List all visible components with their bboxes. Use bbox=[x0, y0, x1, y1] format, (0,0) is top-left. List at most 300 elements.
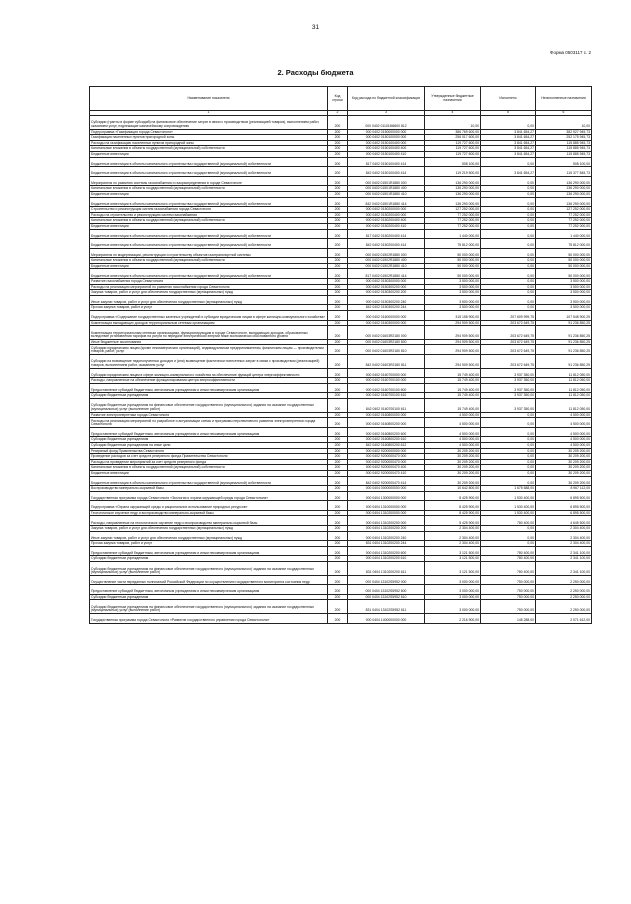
row-rest: 50 000 000,00 bbox=[536, 248, 592, 258]
row-plan: 30 209 200,00 bbox=[425, 470, 481, 476]
row-plan: 136 290 000,00 bbox=[425, 186, 481, 192]
row-kbk: 000 0402 01501R1880 400 bbox=[348, 186, 425, 192]
row-kbk: 000 0404 13102S5952 000 bbox=[348, 575, 425, 585]
table-header-row bbox=[90, 87, 592, 111]
table-row bbox=[90, 614, 592, 624]
row-code: 200 bbox=[328, 546, 348, 556]
row-name: Субсидии юридическим лицам (кроме некоммерческих организаций), индивидуальным предпринимателям, физическим лицам — производителям товаров, работ, услуг bbox=[90, 345, 328, 355]
row-name: Бюджетные инвестиции в объекты капитального строительства государственной (муниципальной) собственности bbox=[90, 167, 328, 177]
row-plan: 50 000 000,00 bbox=[425, 263, 481, 269]
table-row bbox=[90, 157, 592, 167]
row-done: 3 841 654,27 bbox=[481, 146, 536, 152]
row-kbk: 000 0402 9200000470 000 bbox=[348, 459, 425, 465]
row-done: 203 672 649,75 bbox=[481, 320, 536, 326]
row-code: 200 bbox=[328, 229, 348, 239]
row-rest: 508 100,00 bbox=[536, 157, 592, 167]
row-done: 0,00 bbox=[481, 263, 536, 269]
row-plan: 30 209 200,00 bbox=[425, 476, 481, 486]
row-name: Подпрограмма «Газификация города Севастополя» bbox=[90, 129, 328, 135]
row-code: 200 bbox=[328, 146, 348, 152]
row-plan: 294 909 500,00 bbox=[425, 326, 481, 340]
row-plan: 30 209 200,00 bbox=[425, 465, 481, 471]
row-code: 200 bbox=[328, 398, 348, 412]
row-code: 200 bbox=[328, 345, 348, 355]
row-code: 200 bbox=[328, 562, 348, 576]
row-name: Бюджетные инвестиции bbox=[90, 263, 328, 269]
row-code: 200 bbox=[328, 248, 348, 258]
table-row bbox=[90, 501, 592, 511]
row-name: Субсидии (гранты в форме субсидий) на финансовое обеспечение затрат в связи с производством (реализацией товаров), выполнением работ, оказанием услуг, подлежащие казначейскому сопровождению bbox=[90, 116, 328, 130]
row-rest: 4 500 000,00 bbox=[536, 418, 592, 428]
row-done: 780 400,00 bbox=[481, 516, 536, 526]
row-kbk: 842 0402 01501R1880 414 bbox=[348, 197, 425, 207]
table-row bbox=[90, 600, 592, 614]
row-code: 200 bbox=[328, 207, 348, 213]
row-plan: 2 304 400,00 bbox=[425, 541, 481, 547]
row-rest: 4 645 500,00 bbox=[536, 516, 592, 526]
row-plan: 77 252 000,00 bbox=[425, 218, 481, 224]
row-kbk: 842 0402 0150100400 414 bbox=[348, 167, 425, 177]
row-done: 0,00 bbox=[481, 305, 536, 311]
row-done: 0,00 bbox=[481, 279, 536, 285]
row-plan: 3 000 000,00 bbox=[425, 575, 481, 585]
row-code: 200 bbox=[328, 437, 348, 443]
row-done: 0,00 bbox=[481, 212, 536, 218]
row-plan: 50 000 000,00 bbox=[425, 248, 481, 258]
row-name: Субсидии бюджетным учреждениям на финансовое обеспечение государственного (муниципального) задания на оказание государственных (муниципальных) услуг (выполнение работ) bbox=[90, 398, 328, 412]
row-code: 200 bbox=[328, 575, 348, 585]
row-kbk: 000 0402 0160800200 610 bbox=[348, 437, 425, 443]
row-rest: 3 500 000,00 bbox=[536, 305, 592, 311]
row-code: 200 bbox=[328, 470, 348, 476]
table-row bbox=[90, 239, 592, 249]
row-done: 3 937 350,00 bbox=[481, 383, 536, 393]
header-kbk: Код расхода по бюджетной классификации bbox=[348, 87, 425, 111]
row-done: 0,00 bbox=[481, 459, 536, 465]
row-done: 0,00 bbox=[481, 442, 536, 448]
row-rest: 4 500 000,00 bbox=[536, 442, 592, 448]
row-done: 3 937 350,00 bbox=[481, 368, 536, 378]
row-done: 0,00 bbox=[481, 470, 536, 476]
page-number: 31 bbox=[311, 24, 320, 31]
row-name: Бюджетные инвестиции в объекты капитального строительства государственной (муниципальной) собственности bbox=[90, 157, 328, 167]
row-rest: 127 252 000,00 bbox=[536, 207, 592, 213]
row-code: 200 bbox=[328, 465, 348, 471]
row-plan: 3 500 000,00 bbox=[425, 295, 481, 305]
row-plan: 119 727 600,00 bbox=[425, 146, 481, 152]
table-row bbox=[90, 311, 592, 321]
row-rest: 115 377 845,73 bbox=[536, 167, 592, 177]
row-done: 1 675 688,00 bbox=[481, 486, 536, 492]
row-done: 0,00 bbox=[481, 269, 536, 279]
row-done: 0,00 bbox=[481, 207, 536, 213]
row-name: Воспроизводство минерально-сырьевой базы bbox=[90, 486, 328, 492]
row-rest: 30 209 200,00 bbox=[536, 476, 592, 486]
row-rest: 2 304 400,00 bbox=[536, 531, 592, 541]
row-kbk: 000 0402 0150000000 000 bbox=[348, 129, 425, 135]
row-name: Геологическое изучение недр и воспроизводство минерально-сырьевой базы bbox=[90, 510, 328, 516]
row-rest: 91 236 850,25 bbox=[536, 355, 592, 369]
row-kbk: 000 0402 0150100400 000 bbox=[348, 140, 425, 146]
row-code: 200 bbox=[328, 585, 348, 595]
row-rest: 2 341 100,00 bbox=[536, 546, 592, 556]
table-row bbox=[90, 562, 592, 576]
row-code: 200 bbox=[328, 531, 348, 541]
row-name: Капитальные вложения в объекты государственной (муниципальной) собственности bbox=[90, 186, 328, 192]
row-kbk: 000 0402 01603R2180 810 bbox=[348, 345, 425, 355]
row-plan: 136 290 000,00 bbox=[425, 197, 481, 207]
row-name: Субсидии бюджетным учреждениям bbox=[90, 594, 328, 600]
row-kbk: 000 0402 0160800000 000 bbox=[348, 412, 425, 418]
row-done: 1 530 400,00 bbox=[481, 491, 536, 501]
row-code: 200 bbox=[328, 501, 348, 511]
row-rest: 2 341 100,00 bbox=[536, 556, 592, 562]
row-done: 0,00 bbox=[481, 295, 536, 305]
row-name: Иные закупки товаров, работ и услуг для обеспечения государственных (муниципальных) нужд bbox=[90, 531, 328, 541]
row-plan: 136 290 000,00 bbox=[425, 176, 481, 186]
row-rest: 2 250 000,00 bbox=[536, 585, 592, 595]
row-name: Государственная программа города Севастополя «Экология и охрана окружающей среды города Севастополя» bbox=[90, 491, 328, 501]
table-row bbox=[90, 383, 592, 393]
row-code: 200 bbox=[328, 116, 348, 130]
expenses-table bbox=[89, 86, 592, 624]
header-rest: Неисполненные назначения bbox=[536, 87, 592, 111]
header-name: Наименование показателя bbox=[90, 87, 328, 111]
row-plan: 294 909 500,00 bbox=[425, 355, 481, 369]
row-rest: 30 209 200,00 bbox=[536, 465, 592, 471]
row-code: 200 bbox=[328, 129, 348, 135]
row-code: 200 bbox=[328, 491, 348, 501]
row-done: 203 672 649,75 bbox=[481, 326, 536, 340]
row-rest: 2 071 612,00 bbox=[536, 614, 592, 624]
row-name: Компенсация выпадающих доходов территориальным сетевым организациям bbox=[90, 320, 328, 326]
row-done: 207 609 999,75 bbox=[481, 311, 536, 321]
row-kbk: 000 0402 9200000470 400 bbox=[348, 465, 425, 471]
row-code: 200 bbox=[328, 418, 348, 428]
row-done: 0,00 bbox=[481, 229, 536, 239]
row-done: 750 000,00 bbox=[481, 600, 536, 614]
row-plan: 256 017 600,00 bbox=[425, 135, 481, 141]
row-code: 200 bbox=[328, 459, 348, 465]
row-done: 1 530 400,00 bbox=[481, 501, 536, 511]
row-code: 200 bbox=[328, 378, 348, 384]
row-name: Проведение расходов за счет средств резервного фонда Правительства Севастополя bbox=[90, 454, 328, 460]
row-done: 0,00 bbox=[481, 157, 536, 167]
table-row bbox=[90, 546, 592, 556]
row-name: Мероприятия по модернизации, реконструкции и строительству объектов газотранспортной системы bbox=[90, 248, 328, 258]
row-kbk: 842 0402 0150200400 414 bbox=[348, 239, 425, 249]
row-rest: 30 209 200,00 bbox=[536, 470, 592, 476]
row-code: 200 bbox=[328, 284, 348, 290]
row-rest: 10,00 bbox=[536, 116, 592, 130]
row-plan: 4 500 000,00 bbox=[425, 427, 481, 437]
column-number: 2 bbox=[328, 111, 348, 116]
row-code: 200 bbox=[328, 295, 348, 305]
row-name: Прочая закупка товаров, работ и услуг bbox=[90, 305, 328, 311]
row-done: 3 841 654,27 bbox=[481, 129, 536, 135]
row-code: 200 bbox=[328, 186, 348, 192]
row-rest: 11 812 050,00 bbox=[536, 378, 592, 384]
row-kbk: 000 0402 0150200400 000 bbox=[348, 212, 425, 218]
row-plan: 4 500 000,00 bbox=[425, 412, 481, 418]
row-kbk: 817 0402 01502R1880 414 bbox=[348, 269, 425, 279]
row-code: 200 bbox=[328, 218, 348, 224]
row-plan: 2 304 400,00 bbox=[425, 531, 481, 541]
row-kbk: 842 0402 0160800200 612 bbox=[348, 442, 425, 448]
table-row bbox=[90, 269, 592, 279]
row-kbk: 000 0404 13102S5952 610 bbox=[348, 594, 425, 600]
row-kbk: 831 0404 13102S5952 611 bbox=[348, 600, 425, 614]
row-code: 200 bbox=[328, 510, 348, 516]
row-plan: 2 304 400,00 bbox=[425, 526, 481, 532]
row-kbk: 000 0404 1400000000 000 bbox=[348, 614, 425, 624]
row-rest: 3 500 000,00 bbox=[536, 284, 592, 290]
row-plan: 3 500 000,00 bbox=[425, 284, 481, 290]
row-name: Предоставление субсидий бюджетным, автономным учреждениям и иным некоммерческим организациям bbox=[90, 427, 328, 437]
row-rest: 91 236 850,25 bbox=[536, 345, 592, 355]
column-number: 3 bbox=[348, 111, 425, 116]
row-plan: 3 000 000,00 bbox=[425, 594, 481, 600]
table-row bbox=[90, 116, 592, 130]
row-name: Иные закупки товаров, работ и услуг для обеспечения государственных (муниципальных) нужд bbox=[90, 295, 328, 305]
table-row bbox=[90, 585, 592, 595]
row-code: 200 bbox=[328, 355, 348, 369]
row-done: 0,00 bbox=[481, 258, 536, 264]
row-rest: 2 304 400,00 bbox=[536, 541, 592, 547]
row-kbk: 842 0402 0160700100 611 bbox=[348, 398, 425, 412]
row-code: 200 bbox=[328, 197, 348, 207]
row-rest: 4 500 000,00 bbox=[536, 412, 592, 418]
row-done: 3 937 350,00 bbox=[481, 398, 536, 412]
row-kbk: 831 0404 1310200200 611 bbox=[348, 562, 425, 576]
table-row bbox=[90, 531, 592, 541]
row-code: 200 bbox=[328, 212, 348, 218]
column-number: 1 bbox=[90, 111, 328, 116]
row-name: Субсидии юридическим лицам в сфере жилищно-коммунального хозяйства на обеспечение функций центра энергоэффективности bbox=[90, 368, 328, 378]
row-kbk: 000 0402 0160000000 000 bbox=[348, 311, 425, 321]
row-name: Расходы на газификацию населенных пунктов пригородной зоны bbox=[90, 140, 328, 146]
row-kbk: 000 0402 0160700000 000 bbox=[348, 368, 425, 378]
row-name: Закупка товаров, работ и услуг для обеспечения государственных (муниципальных) нужд bbox=[90, 526, 328, 532]
row-rest: 6 895 500,00 bbox=[536, 501, 592, 511]
row-code: 200 bbox=[328, 305, 348, 311]
row-kbk: 000 0402 0160700100 600 bbox=[348, 383, 425, 393]
row-plan: 3 500 000,00 bbox=[425, 279, 481, 285]
row-kbk: 000 0402 01502R1880 400 bbox=[348, 258, 425, 264]
row-code: 200 bbox=[328, 614, 348, 624]
row-rest: 252 175 945,73 bbox=[536, 135, 592, 141]
row-code: 200 bbox=[328, 541, 348, 547]
row-name: Компенсация территориальным сетевым организациям, функционирующим в городе Севастополе, выпадающих доходов, образованных вследствие установления тарифов на услуги по передаче электрической энергии ниже экономически обоснованного уровня bbox=[90, 326, 328, 340]
section-title: 2. Расходы бюджета bbox=[277, 68, 354, 77]
column-number: 6 bbox=[536, 111, 592, 116]
row-kbk: 000 0402 0150300000 000 bbox=[348, 279, 425, 285]
row-code: 200 bbox=[328, 269, 348, 279]
row-done: 0,00 bbox=[481, 191, 536, 197]
row-plan: 119 219 500,00 bbox=[425, 167, 481, 177]
row-name: Бюджетные инвестиции в объекты капитального строительства государственной (муниципальной) собственности bbox=[90, 229, 328, 239]
row-name: Бюджетные инвестиции в объекты капитального строительства государственной (муниципальной) собственности bbox=[90, 197, 328, 207]
row-rest: 75 812 000,00 bbox=[536, 239, 592, 249]
row-kbk: 000 0404 1310200200 000 bbox=[348, 516, 425, 526]
table-row bbox=[90, 575, 592, 585]
row-kbk: 000 0402 0160700100 610 bbox=[348, 393, 425, 399]
row-code: 200 bbox=[328, 368, 348, 378]
row-plan: 294 909 500,00 bbox=[425, 345, 481, 355]
row-code: 200 bbox=[328, 239, 348, 249]
row-name: Субсидии на возмещение недополученных доходов и (или) возмещение фактически понесенных затрат в связи с производством (реализацией) товаров, выполнением работ, оказанием услуг bbox=[90, 355, 328, 369]
row-kbk: 000 0404 0000000000 000 bbox=[348, 486, 425, 492]
row-plan: 10,00 bbox=[425, 116, 481, 130]
row-rest: 382 927 945,73 bbox=[536, 129, 592, 135]
row-done: 750 000,00 bbox=[481, 575, 536, 585]
row-name: Подпрограмма «Содержание государственных казенных учреждений и субсидии юридическим лицам в сфере жилищно-коммунального хозяйства» bbox=[90, 311, 328, 321]
row-code: 200 bbox=[328, 223, 348, 229]
row-code: 200 bbox=[328, 556, 348, 562]
table-row bbox=[90, 197, 592, 207]
row-code: 200 bbox=[328, 320, 348, 326]
row-plan: 136 290 000,00 bbox=[425, 191, 481, 197]
row-rest: 3 500 000,00 bbox=[536, 295, 592, 305]
row-rest: 3 500 000,00 bbox=[536, 279, 592, 285]
row-name: Бюджетные инвестиции bbox=[90, 151, 328, 157]
row-kbk: 000 0402 0150300200 240 bbox=[348, 295, 425, 305]
row-kbk: 000 0404 1300000000 000 bbox=[348, 491, 425, 501]
row-done: 0,00 bbox=[481, 531, 536, 541]
row-done: 0,00 bbox=[481, 418, 536, 428]
row-name: Субсидии бюджетным учреждениям bbox=[90, 437, 328, 443]
row-name: Расходы на строительство и реконструкцию систем газоснабжения bbox=[90, 212, 328, 218]
row-done: 0,00 bbox=[481, 465, 536, 471]
row-kbk: 000 0404 1310200200 610 bbox=[348, 556, 425, 562]
row-rest: 115 885 945,73 bbox=[536, 140, 592, 146]
row-plan: 3 500 000,00 bbox=[425, 290, 481, 296]
table-row bbox=[90, 516, 592, 526]
row-kbk: 000 0404 1310200200 200 bbox=[348, 526, 425, 532]
row-name: Субсидии бюджетным учреждениям на иные цели bbox=[90, 442, 328, 448]
table-row bbox=[90, 368, 592, 378]
row-code: 200 bbox=[328, 427, 348, 437]
row-kbk: 000 0402 01603R2180 000 bbox=[348, 326, 425, 340]
row-done: 0,00 bbox=[481, 448, 536, 454]
row-code: 200 bbox=[328, 191, 348, 197]
row-name: Расходы на проведение мероприятий за счет средств резервного фонда bbox=[90, 459, 328, 465]
row-done: 0,00 bbox=[481, 218, 536, 224]
header-plan: Утвержденные бюджетные назначения bbox=[425, 87, 481, 111]
row-done: 203 672 649,75 bbox=[481, 345, 536, 355]
row-done: 780 400,00 bbox=[481, 556, 536, 562]
row-kbk: 817 0402 0150200400 414 bbox=[348, 229, 425, 239]
row-done: 780 400,00 bbox=[481, 546, 536, 556]
row-name: Капитальные вложения в объекты государственной (муниципальной) собственности bbox=[90, 218, 328, 224]
table-row bbox=[90, 167, 592, 177]
row-kbk: 000 0402 0160700100 000 bbox=[348, 378, 425, 384]
row-done: 3 841 654,27 bbox=[481, 135, 536, 141]
row-code: 200 bbox=[328, 326, 348, 340]
table-row bbox=[90, 176, 592, 186]
row-name: Предоставление субсидий бюджетным, автономным учреждениям и иным некоммерческим организациям bbox=[90, 383, 328, 393]
row-name: Расходы на реализацию мероприятий по развитию газоснабжения города Севастополя bbox=[90, 284, 328, 290]
row-kbk: 817 0402 0150100400 414 bbox=[348, 157, 425, 167]
row-done: 203 672 649,75 bbox=[481, 355, 536, 369]
row-code: 200 bbox=[328, 339, 348, 345]
row-rest: 115 885 945,73 bbox=[536, 146, 592, 152]
row-rest: 50 000 000,00 bbox=[536, 263, 592, 269]
row-name: Развитие электроэнергетики города Севастополя bbox=[90, 412, 328, 418]
row-done: 0,00 bbox=[481, 248, 536, 258]
row-kbk: 000 0402 01603R2180 800 bbox=[348, 339, 425, 345]
row-rest: 2 250 000,00 bbox=[536, 594, 592, 600]
row-done: 0,00 bbox=[481, 454, 536, 460]
row-code: 200 bbox=[328, 263, 348, 269]
row-rest: 11 812 050,00 bbox=[536, 393, 592, 399]
row-kbk: 000 0404 13102S5952 600 bbox=[348, 585, 425, 595]
row-done: 0,00 bbox=[481, 223, 536, 229]
row-plan: 315 158 900,00 bbox=[425, 311, 481, 321]
row-code: 200 bbox=[328, 176, 348, 186]
row-name: Расходы, направленные на обеспечение функционирования центра энергоэффективности bbox=[90, 378, 328, 384]
row-rest: 136 290 000,00 bbox=[536, 176, 592, 186]
row-done: 0,00 bbox=[481, 290, 536, 296]
row-done: 3 841 654,27 bbox=[481, 167, 536, 177]
row-kbk: 000 0402 0150100000 000 bbox=[348, 135, 425, 141]
row-rest: 2 250 000,00 bbox=[536, 575, 592, 585]
row-kbk: 842 0402 01603R2180 811 bbox=[348, 355, 425, 369]
row-done: 0,00 bbox=[481, 239, 536, 249]
row-kbk: 000 0404 1310200200 600 bbox=[348, 546, 425, 556]
row-code: 200 bbox=[328, 311, 348, 321]
row-name: Иные бюджетные ассигнования bbox=[90, 339, 328, 345]
row-rest: 136 290 000,00 bbox=[536, 186, 592, 192]
row-rest: 30 209 200,00 bbox=[536, 454, 592, 460]
row-kbk: 000 0402 0160800200 600 bbox=[348, 427, 425, 437]
row-rest: 3 500 000,00 bbox=[536, 290, 592, 296]
row-plan: 8 425 900,00 bbox=[425, 501, 481, 511]
row-done: 0,00 bbox=[481, 526, 536, 532]
row-done: 0,00 bbox=[481, 476, 536, 486]
row-kbk: 000 0402 01101М6600 812 bbox=[348, 116, 425, 130]
row-rest: 30 209 200,00 bbox=[536, 448, 592, 454]
row-plan: 3 000 000,00 bbox=[425, 600, 481, 614]
row-plan: 1 440 000,00 bbox=[425, 229, 481, 239]
row-name: Субсидии бюджетным учреждениям на финансовое обеспечение государственного (муниципального) задания на оказание государственных (муниципальных) услуг (выполнение работ) bbox=[90, 600, 328, 614]
row-name: Предоставление субсидий бюджетным, автономным учреждениям и иным некоммерческим организациям bbox=[90, 546, 328, 556]
row-plan: 4 500 000,00 bbox=[425, 437, 481, 443]
table-row bbox=[90, 476, 592, 486]
row-name: Мероприятия по развитию системы газоснабжения и газораспределения в городе Севастополе bbox=[90, 176, 328, 186]
row-kbk: 842 0402 9200000470 414 bbox=[348, 476, 425, 486]
row-code: 200 bbox=[328, 279, 348, 285]
row-code: 200 bbox=[328, 442, 348, 448]
row-name: Субсидии бюджетным учреждениям на финансовое обеспечение государственного (муниципального) задания на оказание государственных (муниципальных) услуг (выполнение работ) bbox=[90, 562, 328, 576]
table-row bbox=[90, 398, 592, 412]
row-rest: 136 290 000,00 bbox=[536, 191, 592, 197]
row-plan: 3 000 000,00 bbox=[425, 585, 481, 595]
row-name: Капитальные вложения в объекты государственной (муниципальной) собственности bbox=[90, 465, 328, 471]
table-row bbox=[90, 427, 592, 437]
row-done: 145 288,00 bbox=[481, 614, 536, 624]
row-name: Бюджетные инвестиции в объекты капитального строительства государственной (муниципальной) собственности bbox=[90, 239, 328, 249]
row-plan: 119 727 600,00 bbox=[425, 151, 481, 157]
row-code: 200 bbox=[328, 448, 348, 454]
row-plan: 4 500 000,00 bbox=[425, 442, 481, 448]
row-done: 0,00 bbox=[481, 197, 536, 207]
row-plan: 3 121 500,00 bbox=[425, 546, 481, 556]
row-done: 3 841 654,27 bbox=[481, 151, 536, 157]
row-code: 200 bbox=[328, 290, 348, 296]
row-rest: 50 000 000,00 bbox=[536, 269, 592, 279]
row-name: Прочая закупка товаров, работ и услуг bbox=[90, 541, 328, 547]
